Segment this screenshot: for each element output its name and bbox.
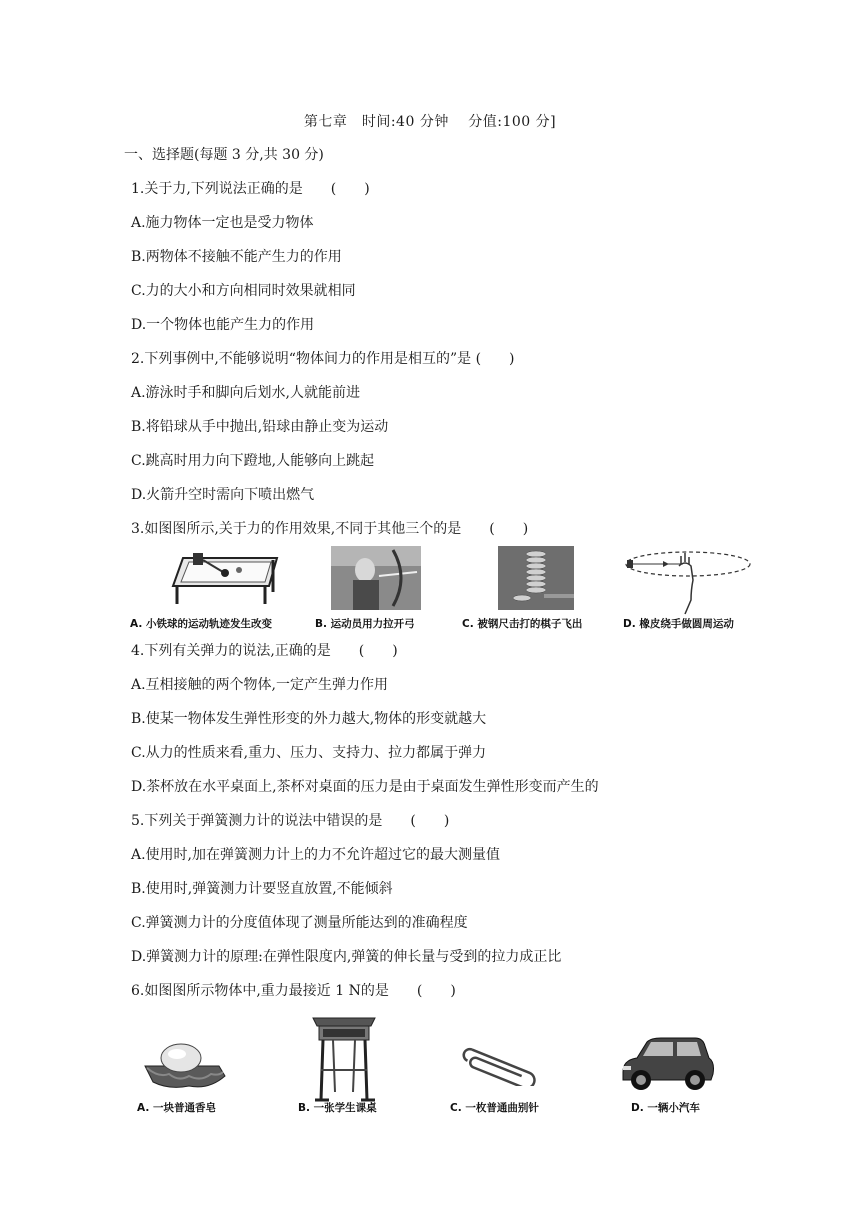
figure-student-desk [309,1010,379,1106]
question-4-option-a[interactable]: A.互相接触的两个物体,一定产生弹力作用 [131,677,389,693]
figure-small-car [617,1032,717,1096]
question-4-option-c[interactable]: C.从力的性质来看,重力、压力、支持力、拉力都属于弹力 [131,745,487,761]
caption-6b: B. 一张学生课桌 [298,1102,377,1114]
caption-3b: B. 运动员用力拉开弓 [315,618,415,630]
question-3-stem: 3.如图图所示,关于力的作用效果,不同于其他三个的是 ( ) [131,521,529,537]
question-2-option-a[interactable]: A.游泳时手和脚向后划水,人就能前进 [131,385,361,401]
caption-6a: A. 一块普通香皂 [137,1102,216,1114]
section-title: 一、选择题(每题 3 分,共 30 分) [124,147,324,163]
figure-rubber-circle [623,546,753,616]
question-5-option-c[interactable]: C.弹簧测力计的分度值体现了测量所能达到的准确程度 [131,915,468,931]
question-5-stem: 5.下列关于弹簧测力计的说法中错误的是 ( ) [131,813,450,829]
question-4-stem: 4.下列有关弹力的说法,正确的是 ( ) [131,643,398,659]
question-3-figures [125,546,755,636]
question-5-option-a[interactable]: A.使用时,加在弹簧测力计上的力不允许超过它的最大测量值 [131,847,501,863]
question-1-option-a[interactable]: A.施力物体一定也是受力物体 [131,215,314,231]
question-2-option-d[interactable]: D.火箭升空时需向下喷出燃气 [131,487,315,503]
question-2-option-b[interactable]: B.将铅球从手中抛出,铅球由静止变为运动 [131,419,389,435]
figure-paperclip [460,1046,544,1086]
figure-archer-photo [331,546,421,610]
question-2-stem: 2.下列事例中,不能够说明“物体间力的作用是相互的”是 ( ) [131,351,515,367]
caption-6c: C. 一枚普通曲别针 [450,1102,539,1114]
page-header: 第七章 时间:40 分钟 分值:100 分] [303,114,557,130]
question-1-stem: 1.关于力,下列说法正确的是 ( ) [131,181,370,197]
question-1-option-b[interactable]: B.两物体不接触不能产生力的作用 [131,249,342,265]
question-1-option-d[interactable]: D.一个物体也能产生力的作用 [131,317,315,333]
caption-3a: A. 小铁球的运动轨迹发生改变 [130,618,272,630]
figure-soap [139,1040,229,1094]
question-2-option-c[interactable]: C.跳高时用力向下蹬地,人能够向上跳起 [131,453,375,469]
question-4-option-d[interactable]: D.茶杯放在水平桌面上,茶杯对桌面的压力是由于桌面发生弹性形变而产生的 [131,779,599,795]
figure-chess-stack-photo [498,546,574,610]
figure-iron-ball-table [165,548,285,608]
caption-3c: C. 被钢尺击打的棋子飞出 [462,618,583,630]
question-4-option-b[interactable]: B.使某一物体发生弹性形变的外力越大,物体的形变就越大 [131,711,487,727]
caption-3d: D. 橡皮绕手做圆周运动 [623,618,734,630]
question-5-option-d[interactable]: D.弹簧测力计的原理:在弹性限度内,弹簧的伸长量与受到的拉力成正比 [131,949,562,965]
question-6-figures [125,1010,755,1120]
caption-6d: D. 一辆小汽车 [631,1102,700,1114]
question-6-stem: 6.如图图所示物体中,重力最接近 1 N的是 ( ) [131,983,456,999]
question-5-option-b[interactable]: B.使用时,弹簧测力计要竖直放置,不能倾斜 [131,881,393,897]
question-1-option-c[interactable]: C.力的大小和方向相同时效果就相同 [131,283,356,299]
